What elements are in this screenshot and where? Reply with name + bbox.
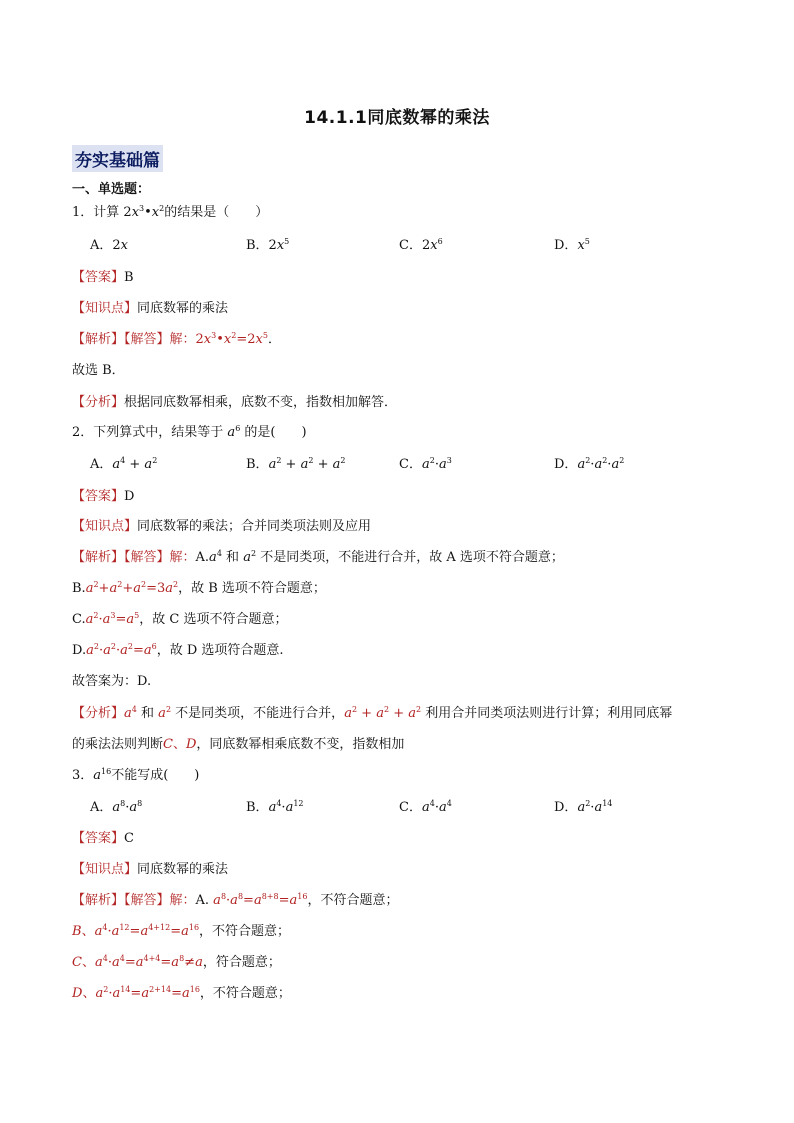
q1-analysis: 【分析】根据同底数幂相乘，底数不变，指数相加解答． <box>72 395 398 410</box>
q1-conclusion: 故选 B． <box>72 363 125 378</box>
q2-option-b: B．$a^2 + a^2 + a^2$ <box>246 456 346 472</box>
section-heading: 夯实基础篇 <box>72 145 163 172</box>
q2-answer: 【答案】D <box>72 489 135 504</box>
q3-solution-b: B、$a^4\cdot a^{12}=a^{4+12}=a^{16}$，不符合题意； <box>72 923 291 939</box>
q2-option-d: D．$a^2\cdot a^2\cdot a^2$ <box>554 456 625 472</box>
q3-solution-d: D、$a^2\cdot a^{14}=a^{2+14}=a^{16}$，不符合题意； <box>72 985 291 1001</box>
q2-conclusion: 故答案为：D. <box>72 674 152 689</box>
q3-solution-a: 【解析】【解答】解：A. $a^8\cdot a^8=a^{8+8}=a^{16}$，不符合题意； <box>72 892 399 908</box>
question-3-stem: 3．$a^{16}$不能写成( ) <box>72 767 200 783</box>
q1-option-d: D．$x^5$ <box>554 237 590 253</box>
q3-option-b: B．$a^4\cdot a^{12}$ <box>246 799 304 815</box>
q2-solution-c: $C.a^2\cdot a^3=a^5$，故 C 选项不符合题意； <box>72 611 288 627</box>
q1-answer: 【答案】B <box>72 270 134 285</box>
q2-analysis-line1: 【分析】$a^4$ 和 $a^2$ 不是同类项，不能进行合并，$a^2 + a^2 + a^2$ 利用合并同类项法则进行计算；利用同底幂 <box>72 705 673 721</box>
q1-option-a: A．2x <box>90 238 129 253</box>
q1-solution: 【解析】【解答】解：$2x^3•x^2=2x^5$． <box>72 331 281 347</box>
q3-knowledge: 【知识点】同底数幂的乘法 <box>72 862 229 877</box>
q2-knowledge: 【知识点】同底数幂的乘法；合并同类项法则及应用 <box>72 519 372 534</box>
q3-option-c: C．$a^4\cdot a^4$ <box>399 799 452 815</box>
q3-solution-c: C、$a^4\cdot a^4=a^{4+4}=a^8\ne a$，符合题意； <box>72 954 281 970</box>
q2-analysis-line2: 的乘法法则判断C、D，同底数幂相乘底数不变，指数相加 <box>72 737 405 752</box>
q2-solution-b: $B.a^2+a^2+a^2=3a^2$，故 B 选项不符合题意； <box>72 580 326 596</box>
question-2-stem: 2．下列算式中，结果等于 $a^6$ 的是( ) <box>72 424 307 440</box>
q2-solution-a: 【解析】【解答】解：$A.a^4$ 和 $a^2$ 不是同类项，不能进行合并，故 A 选项不符合题意； <box>72 549 564 565</box>
q3-option-a: A．$a^8\cdot a^8$ <box>90 799 143 815</box>
q2-option-a: A．$a^4 + a^2$ <box>90 456 158 472</box>
q1-option-b: B．$2x^5$ <box>246 237 290 253</box>
question-type-heading: 一、单选题： <box>72 182 151 197</box>
q2-solution-d: $D.a^2\cdot a^2\cdot a^2=a^6$，故 D 选项符合题意. <box>72 642 284 658</box>
q1-knowledge: 【知识点】同底数幂的乘法 <box>72 301 229 316</box>
q3-option-d: D．$a^2\cdot a^{14}$ <box>554 799 613 815</box>
q3-answer: 【答案】C <box>72 831 134 846</box>
question-1-stem: 1．计算 $2x^3•x^2$的结果是（ ） <box>72 204 269 220</box>
page-title: 14.1.1同底数幂的乘法 <box>304 108 490 128</box>
q1-option-c: C．$2x^6$ <box>399 237 443 253</box>
q2-option-c: C．$a^2\cdot a^3$ <box>399 456 452 472</box>
